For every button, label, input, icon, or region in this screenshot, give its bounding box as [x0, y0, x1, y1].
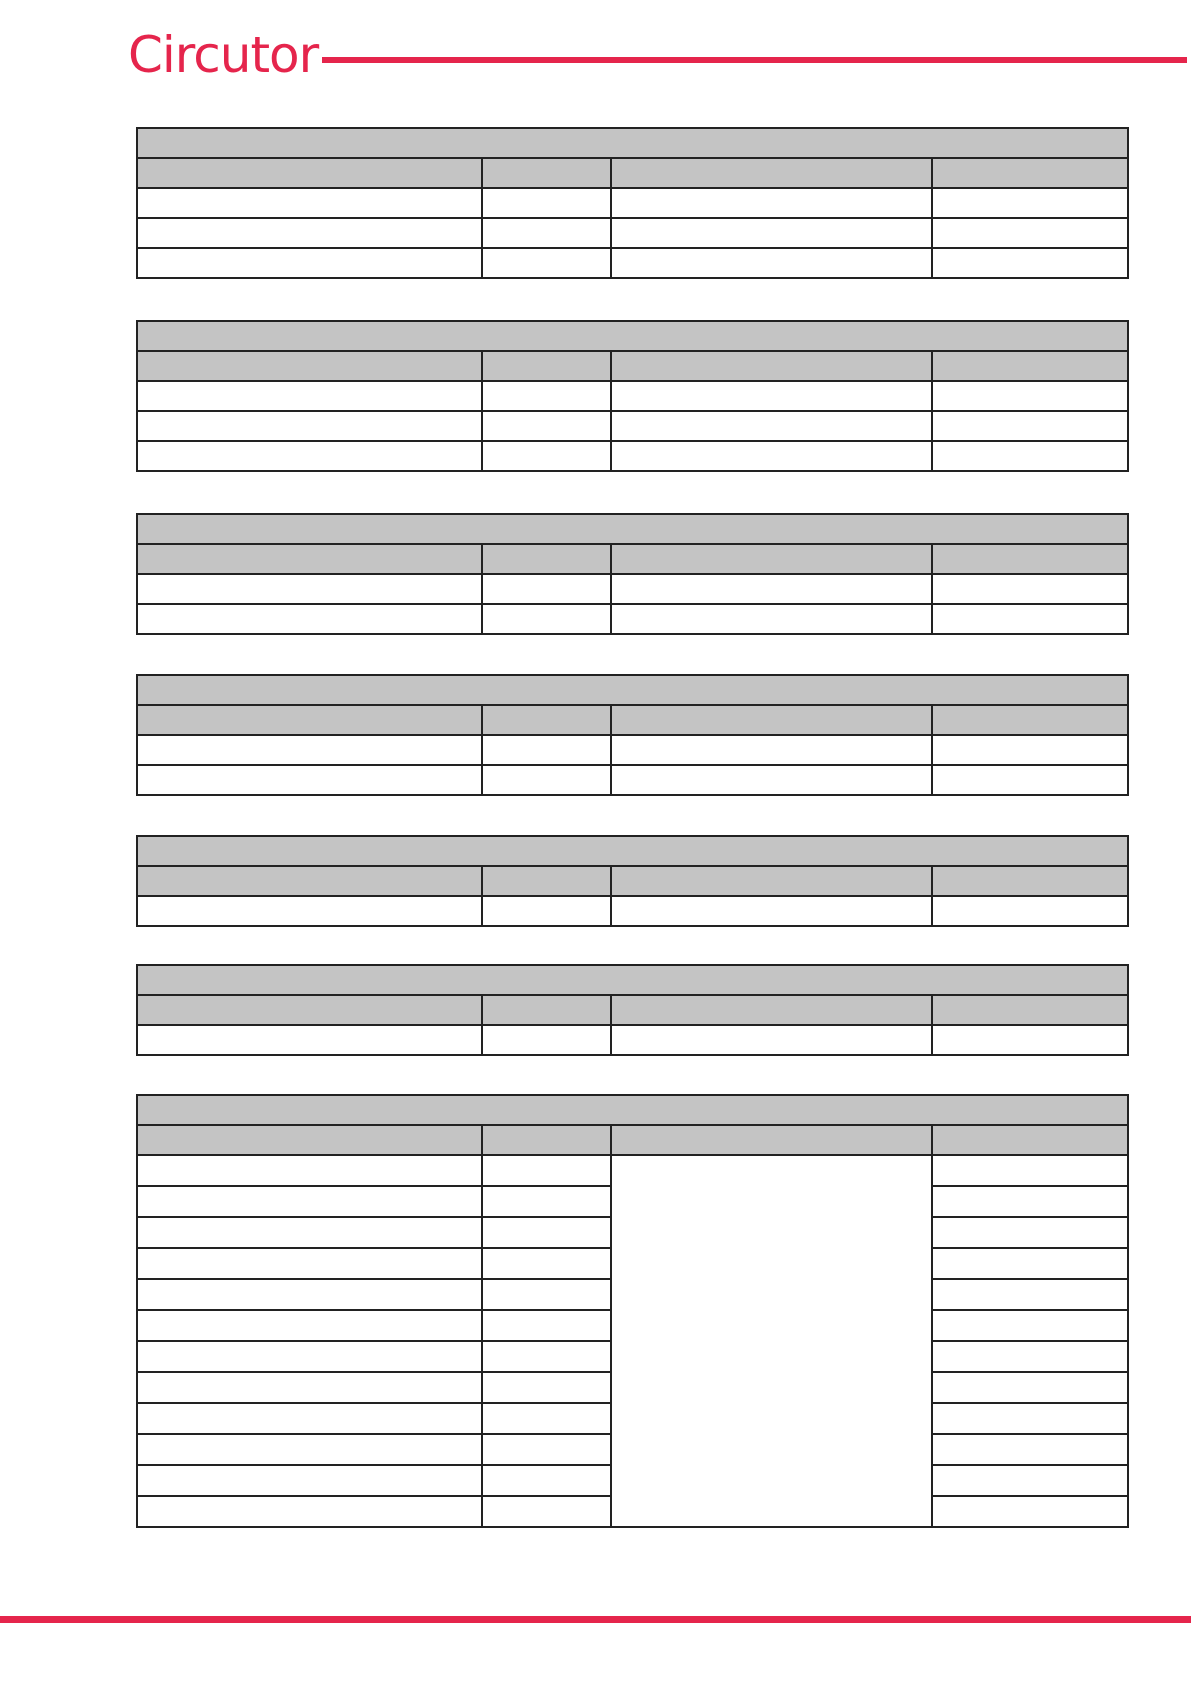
table-cell — [611, 411, 932, 441]
table-cell — [482, 218, 611, 248]
table-cell — [932, 1372, 1128, 1403]
table-cell — [611, 604, 932, 634]
table-cell — [932, 1279, 1128, 1310]
table-header-row — [137, 866, 1128, 896]
table-header-cell — [932, 158, 1128, 188]
table-cell — [932, 1310, 1128, 1341]
table-header-cell — [932, 866, 1128, 896]
table-cell — [137, 1310, 482, 1341]
table-header-cell — [932, 1125, 1128, 1155]
table-header-cell — [611, 705, 932, 735]
table-cell — [932, 248, 1128, 278]
table-row — [137, 765, 1128, 795]
table-cell — [932, 1465, 1128, 1496]
table-cell — [932, 1341, 1128, 1372]
table-cell — [137, 1372, 482, 1403]
table-header-cell — [932, 995, 1128, 1025]
table-row — [137, 896, 1128, 926]
spec-table-2 — [136, 320, 1129, 472]
table-cell — [932, 1155, 1128, 1186]
table-cell — [137, 1025, 482, 1055]
table-title-cell — [137, 1095, 1128, 1125]
table-row — [137, 1025, 1128, 1055]
table-cell — [932, 735, 1128, 765]
table-cell — [611, 188, 932, 218]
table-cell — [611, 574, 932, 604]
table-title-row — [137, 321, 1128, 351]
table-header-row — [137, 158, 1128, 188]
table-title-row — [137, 965, 1128, 995]
table-cell — [482, 896, 611, 926]
table-cell — [482, 1310, 611, 1341]
table-cell — [932, 1496, 1128, 1527]
table-title-row — [137, 514, 1128, 544]
table-cell — [482, 248, 611, 278]
table-row — [137, 381, 1128, 411]
table-cell — [137, 441, 482, 471]
table-row — [137, 1155, 1128, 1186]
table-header-cell — [611, 995, 932, 1025]
table-row — [137, 188, 1128, 218]
table-cell — [137, 1186, 482, 1217]
table-cell — [137, 896, 482, 926]
table-header-cell — [482, 544, 611, 574]
table-header-cell — [611, 351, 932, 381]
table-title-cell — [137, 675, 1128, 705]
table-header-cell — [137, 705, 482, 735]
table-cell — [932, 1248, 1128, 1279]
table-cell — [482, 1465, 611, 1496]
table-cell — [482, 1025, 611, 1055]
header-rule — [322, 57, 1187, 63]
table-cell — [137, 1341, 482, 1372]
table-header-cell — [482, 866, 611, 896]
table-title-cell — [137, 514, 1128, 544]
table-row — [137, 411, 1128, 441]
table-title-row — [137, 128, 1128, 158]
table-title-row — [137, 836, 1128, 866]
table-header-cell — [482, 351, 611, 381]
table-cell — [137, 381, 482, 411]
spec-table-7 — [136, 1094, 1129, 1528]
table-cell — [137, 248, 482, 278]
table-cell — [137, 1155, 482, 1186]
table-row — [137, 248, 1128, 278]
table-cell — [137, 1403, 482, 1434]
table-cell — [482, 1341, 611, 1372]
table-header-cell — [482, 995, 611, 1025]
table-cell — [482, 735, 611, 765]
table-header-row — [137, 705, 1128, 735]
table-header-cell — [137, 995, 482, 1025]
spec-table-1 — [136, 127, 1129, 279]
table-header-cell — [137, 866, 482, 896]
table-cell — [137, 765, 482, 795]
table-cell — [482, 1155, 611, 1186]
table-header-cell — [482, 705, 611, 735]
table-cell — [611, 765, 932, 795]
table-cell — [482, 1434, 611, 1465]
table-cell — [482, 1403, 611, 1434]
table-header-cell — [611, 544, 932, 574]
table-cell — [137, 1279, 482, 1310]
circutor-logo — [128, 28, 318, 82]
table-cell — [482, 188, 611, 218]
table-cell — [482, 1186, 611, 1217]
table-cell — [137, 1248, 482, 1279]
table-title-row — [137, 1095, 1128, 1125]
table-cell — [611, 441, 932, 471]
table-cell — [137, 1217, 482, 1248]
table-header-cell — [482, 158, 611, 188]
table-header-row — [137, 995, 1128, 1025]
table-cell — [137, 1434, 482, 1465]
table-header-cell — [932, 351, 1128, 381]
table-header-cell — [611, 1125, 932, 1155]
table-cell — [932, 188, 1128, 218]
table-cell — [932, 1403, 1128, 1434]
table-cell — [932, 218, 1128, 248]
table-header-cell — [611, 158, 932, 188]
table-header-cell — [137, 1125, 482, 1155]
table-cell — [137, 1465, 482, 1496]
table-cell — [932, 381, 1128, 411]
table-header-cell — [932, 705, 1128, 735]
table-header-cell — [932, 544, 1128, 574]
table-cell — [611, 248, 932, 278]
table-cell — [137, 604, 482, 634]
table-cell — [932, 1025, 1128, 1055]
table-cell — [932, 1186, 1128, 1217]
table-cell — [137, 218, 482, 248]
table-cell — [482, 1248, 611, 1279]
spec-table-3 — [136, 513, 1129, 635]
table-cell — [137, 735, 482, 765]
table-row — [137, 441, 1128, 471]
table-header-cell — [137, 158, 482, 188]
spec-table-4 — [136, 674, 1129, 796]
table-cell — [932, 1434, 1128, 1465]
table-cell — [482, 765, 611, 795]
table-cell — [611, 218, 932, 248]
table-cell — [611, 1155, 932, 1527]
table-cell — [482, 411, 611, 441]
table-cell — [137, 574, 482, 604]
table-cell — [932, 411, 1128, 441]
table-header-cell — [137, 544, 482, 574]
table-title-cell — [137, 128, 1128, 158]
table-header-row — [137, 544, 1128, 574]
table-header-cell — [137, 351, 482, 381]
table-cell — [611, 381, 932, 411]
spec-table-6 — [136, 964, 1129, 1056]
table-title-cell — [137, 321, 1128, 351]
table-title-cell — [137, 836, 1128, 866]
table-row — [137, 735, 1128, 765]
table-header-cell — [611, 866, 932, 896]
table-cell — [611, 896, 932, 926]
table-row — [137, 218, 1128, 248]
table-title-cell — [137, 965, 1128, 995]
table-cell — [482, 1217, 611, 1248]
table-row — [137, 574, 1128, 604]
table-row — [137, 604, 1128, 634]
table-cell — [932, 441, 1128, 471]
table-cell — [932, 604, 1128, 634]
table-cell — [137, 1496, 482, 1527]
table-cell — [482, 1496, 611, 1527]
table-cell — [482, 381, 611, 411]
table-cell — [932, 574, 1128, 604]
table-cell — [932, 1217, 1128, 1248]
table-cell — [137, 411, 482, 441]
footer-rule — [0, 1616, 1191, 1623]
table-cell — [482, 441, 611, 471]
table-cell — [482, 574, 611, 604]
logo-wordmark: Circutor — [128, 26, 319, 84]
table-cell — [611, 1025, 932, 1055]
spec-table-5 — [136, 835, 1129, 927]
table-cell — [932, 896, 1128, 926]
table-cell — [932, 765, 1128, 795]
table-title-row — [137, 675, 1128, 705]
table-cell — [482, 1372, 611, 1403]
table-cell — [137, 188, 482, 218]
table-cell — [482, 1279, 611, 1310]
table-header-cell — [482, 1125, 611, 1155]
table-header-row — [137, 351, 1128, 381]
table-cell — [482, 604, 611, 634]
table-header-row — [137, 1125, 1128, 1155]
table-cell — [611, 735, 932, 765]
